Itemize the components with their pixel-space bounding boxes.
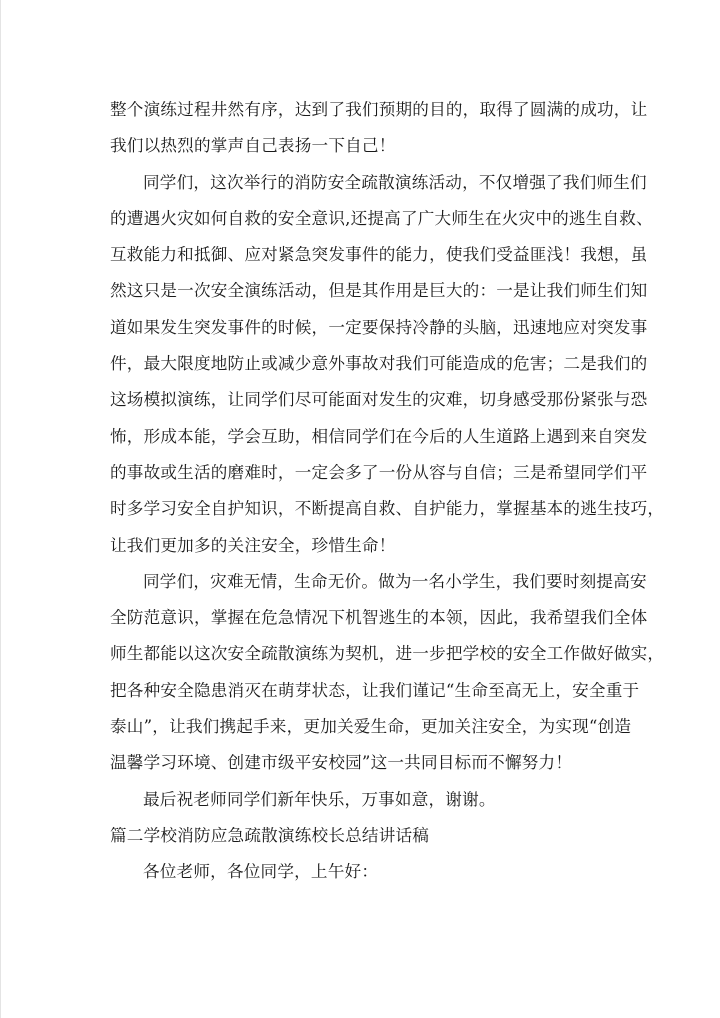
text-line: 然这只是一次安全演练活动，但是其作用是巨大的：一是让我们师生们知 <box>110 281 648 301</box>
text-line: 时多学习安全自护知识，不断提高自救、自护能力，掌握基本的逃生技巧， <box>110 499 665 519</box>
paragraph-3 <box>110 564 665 782</box>
text-line: 我们以热烈的掌声自己表扬一下自己！ <box>110 136 396 156</box>
text-line: 整个演练过程井然有序，达到了我们预期的目的，取得了圆满的成功，让 <box>110 100 648 119</box>
text-line: 件，最大限度地防止或减少意外事故对我们可能造成的危害；二是我们的 <box>110 354 648 374</box>
text-line: 师生都能以这次安全疏散演练为契机，进一步把学校的安全工作做好做实， <box>110 644 665 664</box>
closing-paragraph: 最后祝老师同学们新年快乐，万事如意，谢谢。 <box>143 789 496 809</box>
section-title: 篇二学校消防应急疏散演练校长总结讲话稿 <box>110 825 430 845</box>
text-line: 泰山”，让我们携起手来，更加关爱生命，更加关注安全，为实现“创造 <box>110 717 632 737</box>
greeting-line: 各位老师，各位同学，上午好： <box>143 862 379 882</box>
text-line: 全防范意识，掌握在危急情况下机智逃生的本领，因此，我希望我们全体 <box>110 608 648 628</box>
document-body <box>110 92 665 891</box>
text-line: 怖，形成本能，学会互助，相信同学们在今后的人生道路上遇到来自突发 <box>110 426 648 446</box>
paragraph-1 <box>110 92 648 165</box>
text-line: 把各种安全隐患消灭在萌芽状态，让我们谨记“生命至高无上，安全重于 <box>110 680 640 700</box>
text-line: 同学们，灾难无情，生命无价。做为一名小学生，我们要时刻提高安 <box>143 571 647 591</box>
text-line: 温馨学习环境、创建市级平安校园”这一共同目标而不懈努力！ <box>110 753 573 773</box>
paragraph-2 <box>110 165 665 564</box>
text-line: 这场模拟演练，让同学们尽可能面对发生的灾难，切身感受那份紧张与恐 <box>110 390 648 410</box>
text-line: 的遭遇火灾如何自救的安全意识,还提高了广大师生在火灾中的逃生自救、 <box>110 208 653 228</box>
text-line: 互救能力和抵御、应对紧急突发事件的能力，使我们受益匪浅！我想，虽 <box>110 245 648 265</box>
text-line: 的事故或生活的磨难时，一定会多了一份从容与自信；三是希望同学们平 <box>110 462 648 482</box>
text-line: 同学们，这次举行的消防安全疏散演练活动，不仅增强了我们师生们 <box>143 172 647 192</box>
text-line: 道如果发生突发事件的时候，一定要保持冷静的头脑，迅速地应对突发事 <box>110 317 648 337</box>
text-line: 让我们更加多的关注安全，珍惜生命！ <box>110 535 396 555</box>
